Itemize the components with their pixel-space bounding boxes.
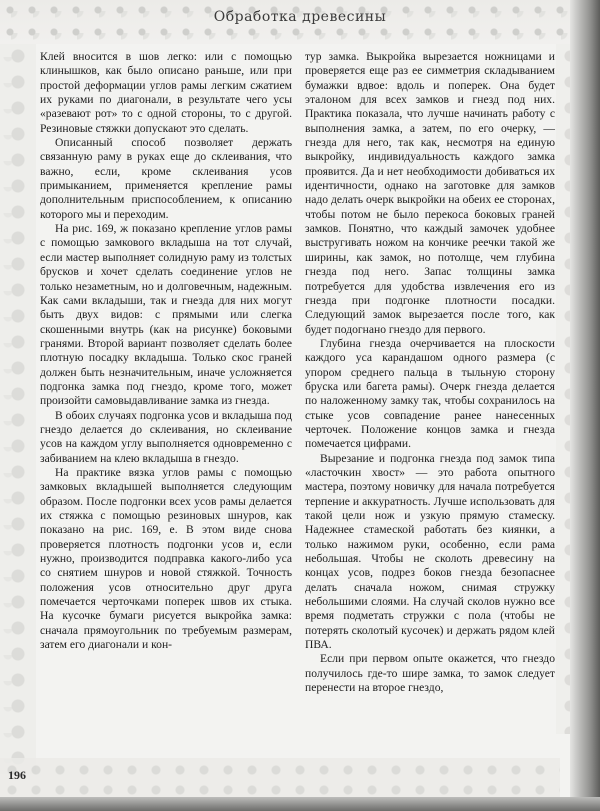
paragraph: Клей вносится в шов легко: или с помощью клинышков, как было описано раньше, или при простой деформации углов рамы легким сжатием их руками по диагонали, в результате чего усы «разевают рот» то с одной стороны, то с другой. Резиновые стяжки допускают это сделать. xyxy=(40,50,292,135)
paragraph: Глубина гнезда очерчивается на плоскости каждого уса карандашом одного размера (с упором среднего пальца в тыльную сторону бруска или багета рамы). Очерк гнезда делается по наложенному замку так, чтобы сохранилось на стыке усов совпадение ранее нанесенных черточек. Положение концов замка и гнезда помечается цифрами. xyxy=(305,336,555,451)
paragraph: В обоих случаях подгонка усов и вкладыша под гнездо делается до склеивания, но склеивание усов на каждом углу выполняется одновременно с забиванием на клею вкладыша в гнездо. xyxy=(40,408,292,465)
right-text-column xyxy=(305,50,555,695)
paragraph: Если при первом опыте окажется, что гнездо получилось где-то шире замка, то замок следует перенести на второе гнездо, xyxy=(305,652,555,695)
left-lace-ornament xyxy=(0,44,36,774)
paragraph: На практике вязка углов рамы с помощью замковых вкладышей выполняется следующим образом. После подгонки всех усов рамы делается их стяжка с помощью резиновых шнуров, как показано на рис. 169, е. В этом виде снова проверяется плотность подгонки усов и, если нужно, производится подправка какого-либо уса со снятием шнуров и новой стяжкой. Точность положения усов относительно друг друга помечается черточками поперек швов их стыка. На кусочке бумаги рисуется выкройка замка: сначала прямоугольник по требуемым размерам, затем его диагонали и кон- xyxy=(40,465,292,652)
book-spine-shadow xyxy=(570,0,600,811)
paragraph: тур замка. Выкройка вырезается ножницами и проверяется еще раз ее симметрия складыванием бумажки вдвое: вдоль и поперек. Она будет эталоном для всех замков и гнезд под них. Практика показала, что лучше начинать работу с выполнения замка, а затем, по его очерку, — гнезда для него, так как, несмотря на единую выкройку, индивидуальность каждого замка проявится. Да и нет необходимости добиваться их идентичности, однако на заготовке для замков надо делать очерк выкройки на обеих ее сторонах, чтобы потом не было перекоса боковых граней замков. Понятно, что каждый замочек удобнее выстругивать ножом на кончике реечки такой же ширины, как замок, но потолще, чем глубина гнезда под него. Запас толщины замка потребуется для удобства извлечения его из гнезда при подгонке плотности посадки. Следующий замок вырезается после того, как будет подогнано гнездо для первого. xyxy=(305,50,555,336)
page-number: 196 xyxy=(8,768,26,782)
running-header-title: Обработка древесины xyxy=(213,9,387,25)
left-text-column xyxy=(40,50,292,652)
paragraph: Вырезание и подгонка гнезда под замок типа «ласточкин хвост» — это работа опытного мастера, поэтому новичку для начала потребуется терпение и аккуратность. Лучше использовать для такой цели нож и узкую прямую стамеску. Надежнее стамеской работать без киянки, а только нажимом руки, особенно, если рама небольшая. Чтобы не сколоть древесину на концах усов, подрез боков гнезда безопаснее делать сначала ножом, снимая стружку небольшими слоями. На случай сколов нужно все время подметать стружки с пола (чтобы не потерять сколотый кусочек) и держать рядом клей ПВА. xyxy=(305,451,555,652)
page-edge-shadow xyxy=(0,797,600,811)
paragraph: Описанный способ позволяет держать связанную раму в руках еще до склеивания, что важно, если, кроме склеивания усов примыканием, применяется крепление рамы дополнительным приспособлением, к описанию которого мы и переходим. xyxy=(40,136,292,221)
footer-lace-ornament xyxy=(0,758,560,798)
header-ornament xyxy=(0,0,588,44)
paragraph: На рис. 169, ж показано крепление углов рамы с помощью замкового вкладыша на тот случай, если мастер выполняет солидную раму из толстых брусков и хочет сделать соединение углов не только незаметным, но и долговечным, надежным. Как сами вкладыши, так и гнезда для них могут быть двух видов: с прямыми или слегка скошенными внутрь (как на рисунке) боковыми гранями. Второй вариант позволяет сделать более плотную посадку вкладыша. Только скос граней должен быть незначительным, иначе усложняется подгонка замка под гнездо, кроме того, может произойти самовыдавливание замка из гнезда. xyxy=(40,222,292,408)
